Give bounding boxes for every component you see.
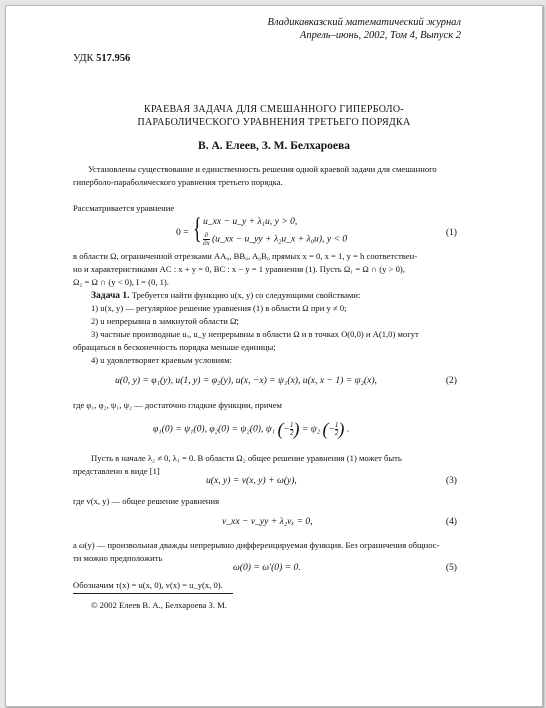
minus-sign-2: −: [328, 424, 335, 435]
omega-line-1: а ω(y) — произвольная дважды непрерывно дифференцируемая функция. Без ограничения общнос-: [73, 540, 440, 550]
region-line-3: Ω₂ = Ω ∩ (y < 0), I = (0, 1).: [73, 277, 169, 287]
paren-close-2: ): [338, 419, 345, 439]
task-text: Требуется найти функцию u(x, y) со следующими свойствами:: [131, 290, 361, 300]
eq1-frac-den: ∂x: [203, 239, 210, 247]
region-line-2: но и характеристиками AC : x + y = 0, BC : x − y = 1 уравнения (1). Пусть Ω₁ = Ω ∩ (y > 0),: [73, 264, 405, 274]
eq1-case-1: u_xx − u_y + λ₁u, y > 0,: [203, 216, 298, 227]
half-den-1: 2: [289, 429, 294, 437]
eq2-number: (2): [445, 375, 457, 386]
property-2: 2) u непрерывна в замкнутой области Ω̄;: [91, 316, 239, 326]
property-3b: обращаться в бесконечность порядка меньше единицы;: [73, 342, 276, 352]
eq3-number: (3): [445, 475, 457, 486]
consider-text: Рассматривается уравнение: [73, 203, 175, 213]
journal-issue: Апрель–июнь, 2002, Том 4, Выпуск 2: [299, 30, 461, 41]
half-num-2: 1: [334, 421, 339, 429]
paper-title: [6, 103, 542, 129]
eq1-brace: {: [193, 212, 202, 245]
task-statement: [91, 289, 360, 303]
paren-open-2: (: [322, 419, 329, 439]
matching-conditions: [153, 419, 349, 440]
udk-number: 517.956: [96, 53, 131, 64]
udk-label: УДК: [73, 53, 94, 64]
property-4: 4) u удовлетворяет краевым условиям:: [91, 355, 232, 365]
smooth-text: где φ₁, φ₂, ψ₁, ψ₂ — достаточно гладкие функции, причем: [73, 400, 282, 410]
minus-sign: −: [283, 424, 290, 435]
abstract-line-2: гиперболо-параболического уравнения третьего порядка.: [73, 177, 283, 187]
title-line-1: КРАЕВАЯ ЗАДАЧА ДЛЯ СМЕШАННОГО ГИПЕРБОЛО-: [144, 104, 404, 115]
udk-code: [73, 53, 130, 64]
eq1-lhs: 0 =: [176, 227, 189, 238]
eq1-number: (1): [445, 227, 457, 238]
general-solution-text: где v(x, y) — общее решение уравнения: [73, 496, 220, 506]
journal-name: Владикавказский математический журнал: [267, 17, 461, 28]
eq4-number: (4): [445, 516, 457, 527]
eq1-frac-num: ∂: [204, 231, 209, 239]
authors: В. А. Елеев, З. М. Белхароева: [198, 140, 350, 152]
cond-mid: = ψ₂: [301, 423, 321, 435]
eq4: v_xx − v_yy + λ₂vₓ = 0,: [222, 516, 313, 527]
footnote-rule: [73, 593, 233, 594]
eq1-case-2: [203, 232, 347, 247]
title-line-2: ПАРАБОЛИЧЕСКОГО УРАВНЕНИЯ ТРЕТЬЕГО ПОРЯДКА: [137, 117, 411, 128]
copyright: © 2002 Елеев В. А., Белхароева З. М.: [91, 600, 227, 610]
eq3: u(x, y) = v(x, y) + ω(y),: [206, 475, 297, 486]
start-line-2: представлено в виде [1]: [73, 466, 160, 476]
notation-text: Обозначим τ(x) = u(x, 0), v(x) = u_y(x, 0).: [73, 580, 223, 590]
journal-header: [268, 16, 461, 42]
cond-end: .: [346, 423, 350, 435]
eq5-number: (5): [445, 562, 457, 573]
omega-line-2: ти можно предположить: [73, 553, 163, 563]
eq1-fraction: [203, 232, 210, 247]
paren-open: (: [277, 419, 284, 439]
half-den-2: 2: [334, 429, 339, 437]
paren-close: ): [293, 419, 300, 439]
cond-left: φ₁(0) = ψ₁(0), φ₂(0) = ψ₂(0), ψ₁: [153, 423, 276, 435]
task-label: Задача 1.: [91, 291, 130, 301]
property-3a: 3) частные производные uₓ, u_y непрерывны в области Ω и в точках O(0,0) и A(1,0) могут: [91, 329, 419, 339]
half-num-1: 1: [289, 421, 294, 429]
eq1-case-2-rest: (u_xx − u_yy + λ₂u_x + λ₀u), y < 0: [211, 233, 348, 245]
start-line-1: Пусть в начале λ₂ ≠ 0, λ₁ = 0. В области Ω₂ общее решение уравнения (1) может быть: [91, 453, 402, 463]
region-line-1: в области Ω, ограниченной отрезками AA₀, BB₀, A₀B₀ прямых x = 0, x = 1, y = h соответствен-: [73, 251, 418, 261]
eq5: ω(0) = ω′(0) = 0.: [233, 562, 301, 573]
eq2: u(0, y) = φ₁(y), u(1, y) = φ₂(y), u(x, −x) = ψ₁(x), u(x, x − 1) = ψ₂(x),: [115, 375, 377, 386]
paper-page: [5, 5, 543, 707]
property-1: 1) u(x, y) — регулярное решение уравнения (1) в области Ω при y ≠ 0;: [91, 303, 347, 313]
abstract-line-1: Установлены существование и единственность решения одной краевой задачи для смешанного: [88, 164, 437, 174]
